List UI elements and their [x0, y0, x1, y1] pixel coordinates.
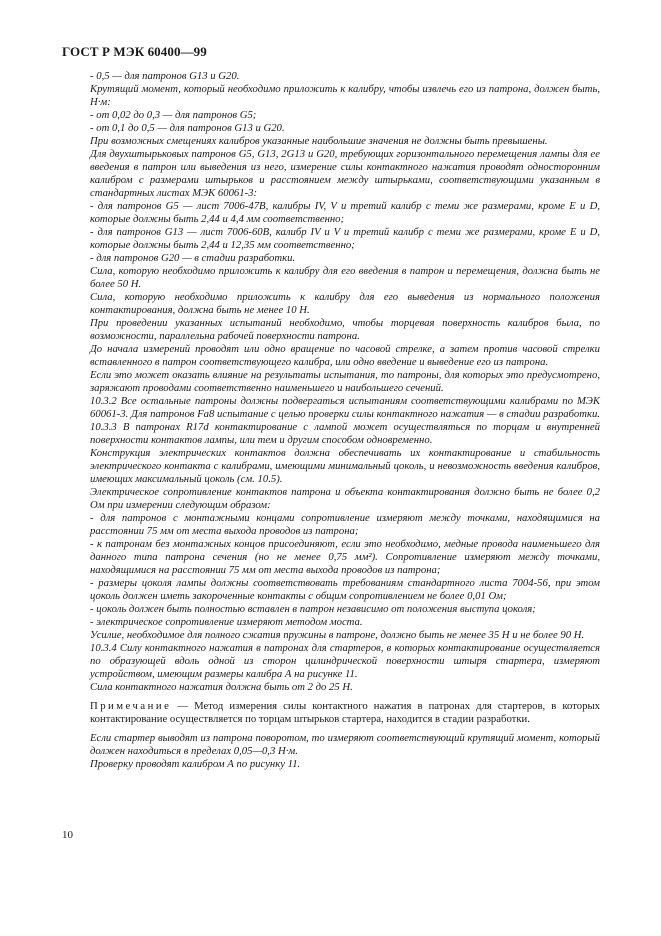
paragraph: Усилие, необходимое для полного сжатия пружины в патроне, должно быть не менее 35 Н и не более 90 Н. [90, 629, 585, 641]
paragraph: Если это может оказать влияние на результаты испытания, то патроны, для которых это предусмотрено, заряжают проводами соответственно наименьшего и наибольшего сечений. [90, 369, 600, 394]
paragraph: Крутящий момент, который необходимо приложить к калибру, чтобы извлечь его из патрона, должен быть, Н·м: [90, 83, 600, 108]
paragraph: Проверку проводят калибром А по рисунку 11. [90, 758, 301, 770]
paragraph: Конструкция электрических контактов должна обеспечивать их контактирование и стабильность электрического контакта с калибрами, имеющими минимальный цоколь, и невозможность введения калибров, имеющих максимальный цоколь (см. 10.5). [90, 447, 600, 485]
paragraph: - от 0,02 до 0,3 — для патронов G5; [90, 109, 257, 121]
paragraph: До начала измерений проводят или одно вращение по часовой стрелке, а затем против часовой стрелки вставленного в патрон соответствующего калибра, или одно введение и выведение его из патрона. [90, 343, 600, 368]
paragraph: Электрическое сопротивление контактов патрона и объекта контактирования должно быть не более 0,2 Ом при измерении следующим образом: [90, 486, 600, 511]
paragraph: - от 0,1 до 0,5 — для патронов G13 и G20. [90, 122, 285, 134]
paragraph: - для патронов G13 — лист 7006-60B, калибр IV и V и третий калибр с теми же размерами, кроме E и D, которые должны быть 2,44 и 12,35 мм соответственно; [90, 226, 600, 251]
paragraph: 10.3.3 В патронах R17d контактирование с лампой может осуществляться по торцам и внутренней поверхности контактов лампы, или тем и другим способом одновременно. [90, 421, 600, 446]
paragraph: Для двухштырьковых патронов G5, G13, 2G13 и G20, требующих горизонтального перемещения лампы для ее введения в патрон или выведения из него, измерение силы контактного нажатия проводят односторонним калибром с размерами штырьков и расстоянием между штырьками, соответствующими указанным в стандартных листах МЭК 60061-3: [90, 148, 600, 199]
body-text [90, 70, 600, 771]
paragraph: При возможных смещениях калибров указанные наибольшие значения не должны быть превышены. [90, 135, 548, 147]
paragraph: 10.3.4 Силу контактного нажатия в патронах для стартеров, в которых контактирование осуществляется по образующей вдоль одной из сторон цилиндрической поверхности штыря стартера, измеряют устройством, имеющим размеры калибра А на рисунке 11. [90, 642, 600, 680]
paragraph: - размеры цоколя лампы должны соответствовать требованиям стандартного листа 7004-56, при этом цоколь должен иметь закороченные контакты с общим сопротивлением не более 0,01 Ом; [90, 577, 600, 602]
paragraph: Сила, которую необходимо приложить к калибру для его введения в патрон и перемещения, должна быть не более 50 Н. [90, 265, 600, 290]
paragraph: - 0,5 — для патронов G13 и G20. [90, 70, 240, 82]
paragraph: Сила, которую необходимо приложить к калибру для его выведения из нормального положения контактирования, должна быть не менее 10 Н. [90, 291, 600, 316]
paragraph: Если стартер выводят из патрона поворотом, то измеряют соответствующий крутящий момент, который должен находиться в пределах 0,05—0,3 Н·м. [90, 732, 600, 757]
paragraph: - к патронам без монтажных концов присоединяют, если это необходимо, медные провода наименьшего для данного типа патрона сечения (но не менее 0,75 мм²). Сопротивление измеряют между точками, находящимися на расстоянии 75 мм от места выхода проводов из патрона; [90, 538, 600, 576]
paragraph: - для патронов G5 — лист 7006-47B, калибры IV, V и третий калибр с теми же размерами, кроме E и D, которые должны быть 2,44 и 4,4 мм соответственно; [90, 200, 600, 225]
paragraph: - цоколь должен быть полностью вставлен в патрон независимо от положения выступа цоколя; [90, 603, 536, 615]
note [90, 700, 600, 726]
note-label: Примечание [90, 700, 172, 712]
page-header: ГОСТ Р МЭК 60400—99 [62, 44, 207, 59]
note-text: — Метод измерения силы контактного нажатия в патронах для стартеров, в которых контактирование осуществляется по торцам штырьков стартера, находится в стадии разработки. [90, 700, 600, 725]
paragraph: - для патронов с монтажными концами сопротивление измеряют между точками, находящимися на расстоянии 75 мм от места выхода проводов из патрона; [90, 512, 600, 537]
page-number: 10 [62, 829, 73, 841]
paragraph: - электрическое сопротивление измеряют методом моста. [90, 616, 363, 628]
paragraph: - для патронов G20 — в стадии разработки. [90, 252, 296, 264]
paragraph: 10.3.2 Все остальные патроны должны подвергаться испытаниям соответствующими калибрами по МЭК 60061-3. Для патронов Fa8 испытание с целью проверки силы контактного нажатия — в стадии разработки. [90, 395, 600, 420]
paragraph: При проведении указанных испытаний необходимо, чтобы торцевая поверхность калибров была, по возможности, параллельна рабочей поверхности патрона. [90, 317, 600, 342]
paragraph: Сила контактного нажатия должна быть от 2 до 25 Н. [90, 681, 353, 693]
